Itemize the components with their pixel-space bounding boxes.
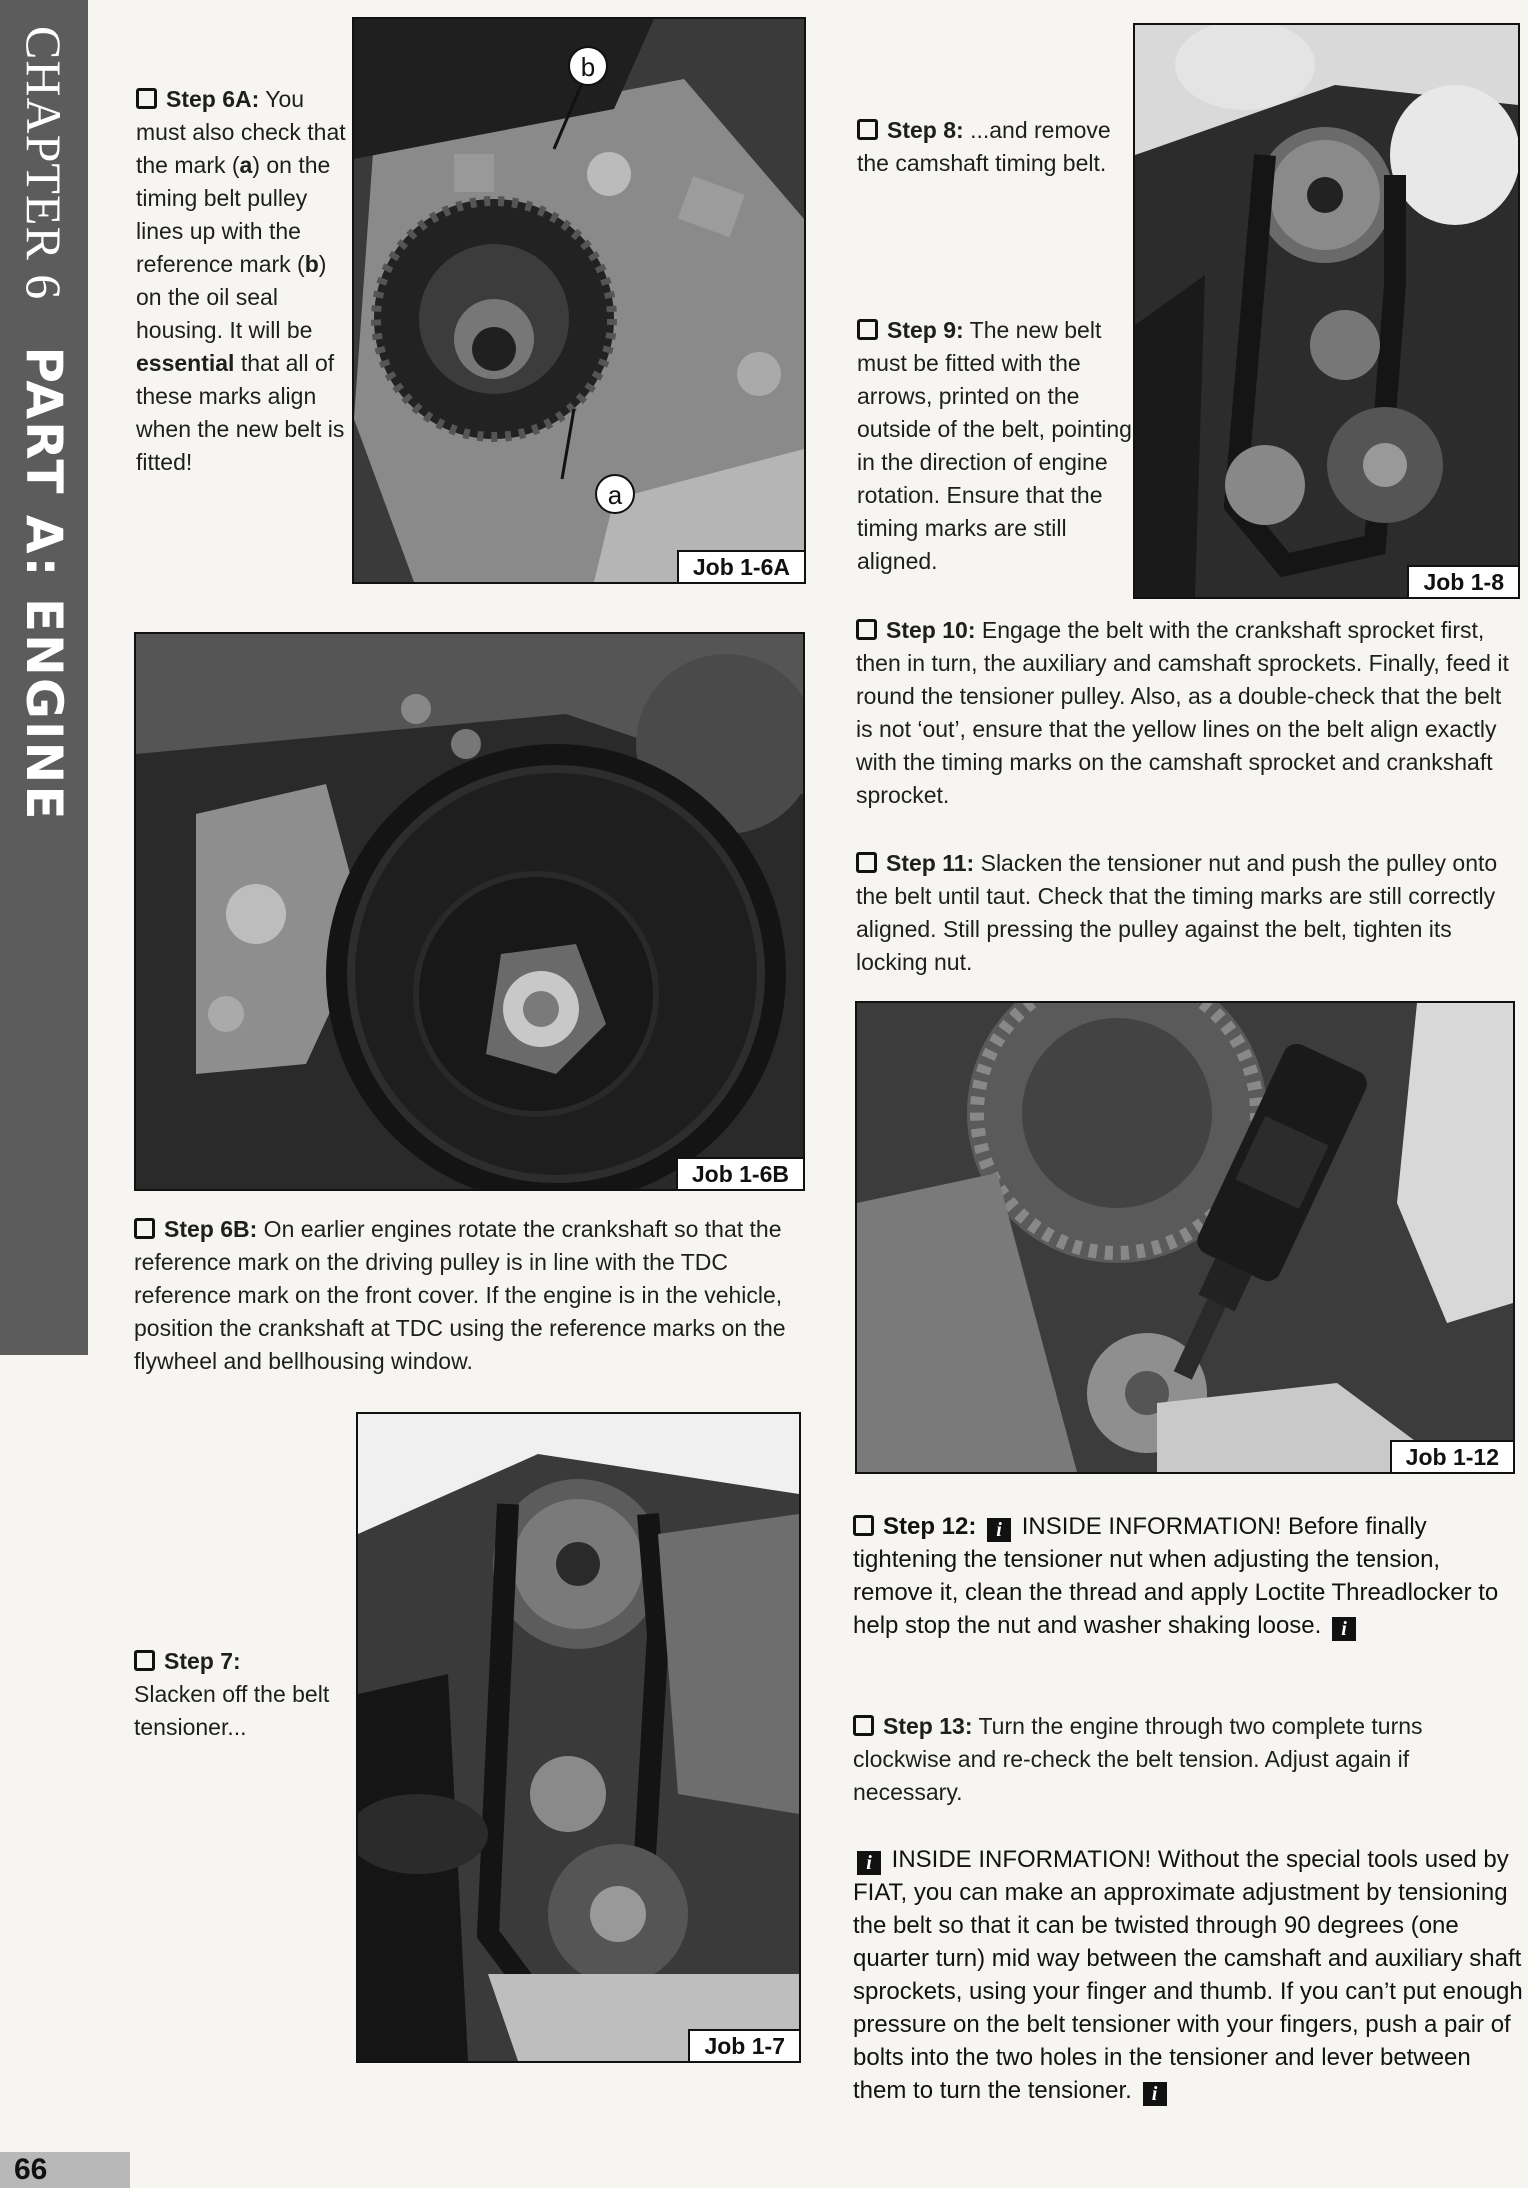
checkbox-icon — [857, 319, 878, 340]
step-text: You must also check that the mark ( — [136, 86, 346, 178]
checkbox-icon — [134, 1650, 155, 1671]
checkbox-icon — [853, 1515, 874, 1536]
info-text: INSIDE INFORMATION! Without the special tools used by FIAT, you can make an approximate adjustment by tensioning the belt so that it can be twisted through 90 degrees (one quarter turn) mid way between the camshaft and auxiliary shaft sprockets, using your finger and thumb. If you can’t put enough pressure on the belt tensioner with your fingers, push a pair of bolts into the two holes in the tensioner and lever between them to turn the tensioner. — [853, 1846, 1523, 2104]
sidebar-title — [15, 26, 73, 822]
photo-caption: Job 1-8 — [1407, 565, 1518, 597]
step-12 — [853, 1510, 1525, 1642]
callout-b: b — [568, 46, 608, 86]
step-label: Step 12: — [883, 1513, 977, 1540]
step-9 — [857, 314, 1132, 578]
photo-job-1-7 — [356, 1412, 801, 2063]
page-number: 66 — [0, 2152, 130, 2188]
mark-b: b — [304, 251, 319, 277]
photo-job-1-7-image — [358, 1414, 799, 2061]
step-10 — [856, 614, 1520, 812]
step-text: Slacken off the belt tensioner... — [134, 1681, 330, 1740]
step-label: Step 6A: — [166, 86, 260, 112]
step-label: Step 6B: — [164, 1216, 258, 1242]
checkbox-icon — [134, 1218, 155, 1239]
photo-job-1-6b-image — [136, 634, 803, 1189]
photo-job-1-6a-image — [354, 19, 804, 582]
step-label: Step 9: — [887, 317, 964, 343]
step-label: Step 11: — [886, 850, 975, 876]
step-label: Step 13: — [883, 1713, 973, 1739]
step-6a — [136, 83, 348, 479]
mark-a: a — [239, 152, 253, 178]
chapter-label: CHAPTER 6 — [16, 26, 72, 301]
checkbox-icon — [853, 1715, 874, 1736]
info-icon: i — [1143, 2082, 1167, 2106]
step-label: Step 10: — [886, 617, 976, 643]
photo-caption: Job 1-7 — [688, 2029, 799, 2061]
step-text: ) on the timing belt pulley lines up with the reference mark ( — [136, 152, 331, 277]
step-6b — [134, 1213, 802, 1378]
step-label: Step 7: — [164, 1648, 241, 1674]
step-text: On earlier engines rotate the crankshaft so that the reference mark on the driving pulley is in line with the TDC reference mark on the front cover. If the engine is in the vehicle, position the crankshaft at TDC using the reference marks on the flywheel and bellhousing window. — [134, 1216, 786, 1374]
step-text: ...and remove the camshaft timing belt. — [857, 117, 1111, 176]
checkbox-icon — [856, 619, 877, 640]
step-text: Engage the belt with the crankshaft sprocket first, then in turn, the auxiliary and camshaft sprockets. Finally, feed it round the tensioner pulley. Also, as a double-check that the belt is not ‘out’, ensure that the yellow lines on the belt align exactly with the timing marks on the camshaft sprocket and crankshaft sprocket. — [856, 617, 1509, 808]
photo-caption: Job 1-6A — [677, 550, 804, 582]
emphasis: essential — [136, 350, 235, 376]
info-icon: i — [987, 1518, 1011, 1542]
info-icon: i — [1332, 1617, 1356, 1641]
step-8 — [857, 114, 1122, 180]
step-text: ) on the oil seal housing. It will be — [136, 251, 327, 343]
step-text: that all of these marks align when the new belt is fitted! — [136, 350, 345, 475]
step-text: The new belt must be fitted with the arrows, printed on the outside of the belt, pointing in the direction of engine rotation. Ensure that the timing marks are still aligned. — [857, 317, 1132, 574]
photo-job-1-12 — [855, 1001, 1515, 1474]
chapter-sidebar — [0, 0, 88, 1355]
step-13 — [853, 1710, 1513, 1809]
photo-caption: Job 1-12 — [1390, 1440, 1513, 1472]
photo-job-1-6a — [352, 17, 806, 584]
callout-a: a — [595, 474, 635, 514]
step-text: Turn the engine through two complete turns clockwise and re-check the belt tension. Adjust again if necessary. — [853, 1713, 1423, 1805]
photo-job-1-8 — [1133, 23, 1520, 599]
checkbox-icon — [857, 119, 878, 140]
photo-job-1-6b — [134, 632, 805, 1191]
step-7 — [134, 1645, 349, 1744]
step-text: Slacken the tensioner nut and push the pulley onto the belt until taut. Check that the timing marks are still correctly aligned. Still pressing the pulley against the belt, tighten its locking nut. — [856, 850, 1498, 975]
info-icon: i — [857, 1851, 881, 1875]
part-label: PART A: ENGINE — [15, 346, 73, 822]
step-text: INSIDE INFORMATION! Before finally tightening the tensioner nut when adjusting the tension, remove it, clean the thread and apply Loctite Threadlocker to help stop the nut and washer shaking loose. — [853, 1513, 1499, 1639]
step-11 — [856, 847, 1520, 979]
photo-job-1-12-image — [857, 1003, 1513, 1472]
step-label: Step 8: — [887, 117, 964, 143]
checkbox-icon — [136, 88, 157, 109]
inside-information — [853, 1843, 1525, 2107]
checkbox-icon — [856, 852, 877, 873]
photo-caption: Job 1-6B — [676, 1157, 803, 1189]
photo-job-1-8-image — [1135, 25, 1518, 597]
